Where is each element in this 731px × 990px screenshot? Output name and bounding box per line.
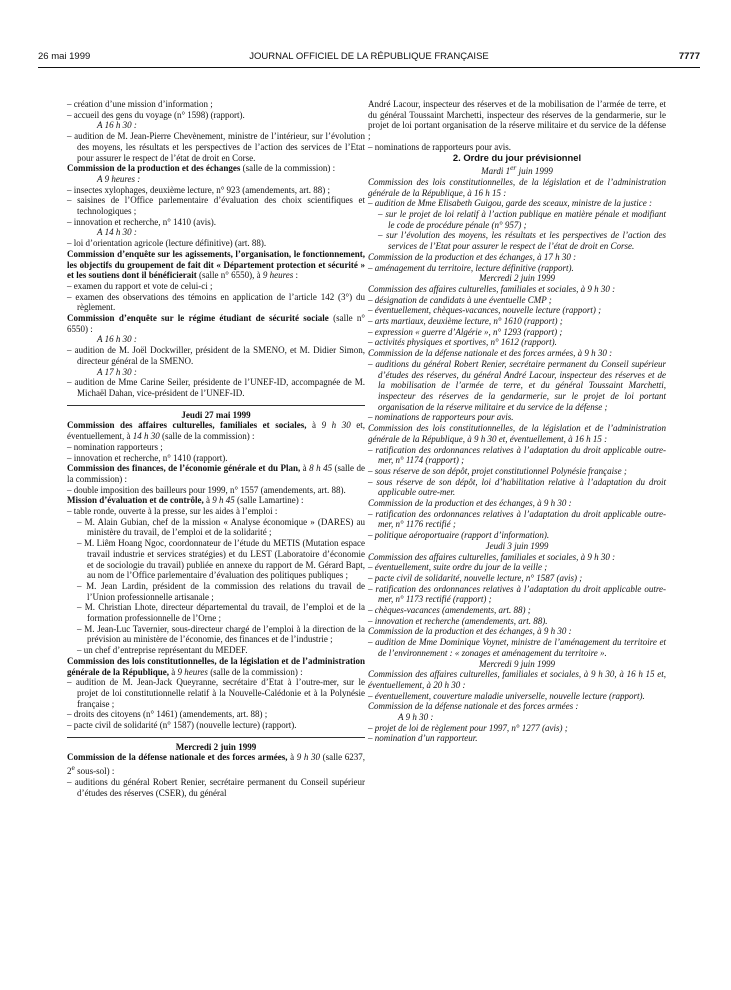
agenda-item: – auditions du général Robert Renier, secrétaire permanent du Conseil supérieur d’études des réserves (CSER), du général [67, 776, 365, 798]
section-divider [67, 405, 365, 406]
committee-heading: André Lacour, inspecteur des réserves et de la mobilisation de l’armée de terre, et du général Toussaint Marchetti, inspecteur des réserves de la gendarmerie, sur le projet de loi portant organisation de la réserve militaire et du service de la défense ; [368, 99, 666, 142]
agenda-item: – M. Liêm Hoang Ngoc, coordonnateur de l’étude du METIS (Mutation espace travail industrie et services stratégies) et du LEST (Laboratoire d’économie et de sociologie du travail) publiée en annexe du rapport de M. Gérard Bapt, au nom de l’Office parlementaire d’évaluation des politiques publiques ; [77, 538, 365, 581]
time-label: A 16 h 30 : [97, 334, 137, 345]
time-label: A 17 h 30 : [97, 366, 137, 377]
committee-heading: Commission des lois constitutionnelles, de la législation et de l’administration générale de la République, à 9 h 30 et, éventuellement, à 16 h 15 : [368, 423, 666, 444]
section-heading: Jeudi 27 mai 1999 [181, 409, 251, 420]
agenda-item: – création d’une mission d’information ; [67, 99, 213, 109]
agenda-item: – M. Christian Lhote, directeur départemental du travail, de l’emploi et de la formation professionnelle de l’Orne ; [77, 602, 365, 624]
committee-heading: Commission des affaires culturelles, familiales et sociales, à 9 h 30 : [368, 283, 616, 294]
agenda-item: – examen des observations des témoins en application de l’article 142 (3°) du règlement. [67, 291, 365, 313]
agenda-item: – innovation et recherche, n° 1410 (rapport). [67, 452, 228, 463]
header-journal-title: JOURNAL OFFICIEL DE LA RÉPUBLIQUE FRANÇAISE [249, 51, 489, 62]
right-column [368, 99, 666, 744]
committee-heading: Commission de la défense nationale et des forces armées, à 9 h 30 (salle 6237, 2e sous-sol) : [67, 752, 365, 777]
section-heading: 2. Ordre du jour prévisionnel [452, 151, 582, 163]
agenda-item: – arts martiaux, deuxième lecture, n° 1610 (rapport) ; [368, 316, 563, 327]
left-column [67, 99, 365, 798]
agenda-item: – aménagement du territoire, lecture définitive (rapport). [368, 262, 574, 273]
section-heading: Mercredi 2 juin 1999 [478, 273, 556, 284]
agenda-item: – activités physiques et sportives, n° 1612 (rapport). [368, 337, 557, 348]
agenda-item: – innovation et recherche (amendements, art. 88). [368, 615, 548, 626]
agenda-item: – audition de Mme Dominique Voynet, ministre de l’aménagement du territoire et de l’environnement : « zonages et aménagement du territoire ». [368, 637, 666, 658]
header-rule [38, 67, 700, 68]
agenda-item: – désignation de candidats à une éventuelle CMP ; [368, 294, 552, 305]
committee-heading: Commission des finances, de l’économie générale et du Plan, à 8 h 45 (salle de la commission) : [67, 463, 366, 484]
agenda-item: – table ronde, ouverte à la presse, sur les aides à l’emploi : [67, 506, 278, 517]
committee-heading: Commission de la production et des échanges, à 17 h 30 : [368, 251, 577, 262]
agenda-item: – sur le projet de loi relatif à l’action publique en matière pénale et modifiant le code de procédure pénale (n° 957) ; [378, 209, 666, 230]
section-heading: Jeudi 3 juin 1999 [485, 540, 549, 551]
agenda-item: – pacte civil de solidarité, nouvelle lecture, n° 1587 (avis) ; [368, 572, 583, 583]
agenda-item: – ratification des ordonnances relatives à l’adaptation du droit applicable outre-mer, n° 1173 rectifié (rapport) ; [368, 583, 666, 605]
agenda-item: – nomination rapporteurs ; [67, 441, 163, 452]
committee-heading: Commission d’enquête sur les agissements, l’organisation, le fonctionnement, les objectifs du groupement de fait dit « Département protection et sécurité » et les soutiens dont il bénéficierait (salle n° 6550), à 9 heures : [67, 248, 365, 281]
agenda-item: – pacte civil de solidarité (n° 1587) (nouvelle lecture) (rapport). [67, 720, 297, 731]
committee-heading: Commission de la défense nationale et des forces armées, à 9 h 30 : [368, 348, 613, 359]
agenda-item: – ratification des ordonnances relatives à l’adaptation du droit applicable outre-mer, n° 1176 rectifié ; [368, 508, 666, 530]
agenda-item: – projet de loi de règlement pour 1997, n° 1277 (avis) ; [368, 722, 568, 733]
section-heading: Mardi 1er juin 1999 [481, 163, 553, 177]
agenda-item: – accueil des gens du voyage (n° 1598) (rapport). [67, 109, 245, 120]
agenda-item: – innovation et recherche, n° 1410 (avis). [67, 216, 217, 227]
agenda-item: – double imposition des bailleurs pour 1999, n° 1557 (amendements, art. 88). [67, 484, 346, 495]
agenda-item: – nominations de rapporteurs pour avis. [368, 141, 511, 152]
agenda-item: – éventuellement, couverture maladie universelle, nouvelle lecture (rapport). [368, 690, 645, 701]
header-page-number: 7777 [678, 51, 700, 62]
agenda-item: – éventuellement, suite ordre du jour de la veille ; [368, 562, 548, 573]
time-label: A 9 h 30 : [398, 712, 434, 723]
agenda-item: – saisines de l’Office parlementaire d’évaluation des choix scientifiques et technologiques ; [67, 195, 365, 217]
agenda-item: – expression « guerre d’Algérie », n° 1293 (rapport) ; [368, 326, 563, 337]
agenda-item: – audition de Mme Elisabeth Guigou, garde des sceaux, ministre de la justice : [368, 198, 653, 209]
committee-heading: Commission des affaires culturelles, familiales et sociales, à 9 h 30 et, éventuellement, à 14 h 30 (salle de la commission) : [67, 420, 366, 442]
agenda-item: – droits des citoyens (n° 1461) (amendements, art. 88) ; [67, 709, 268, 720]
agenda-item: – ratification des ordonnances relatives à l’adaptation du droit applicable outre-mer, n° 1174 (rapport) ; [368, 444, 666, 466]
agenda-item: – audition de M. Joël Dockwiller, président de la SMENO, et M. Didier Simon, directeur général de la SMENO. [67, 345, 365, 366]
agenda-item: – audition de M. Jean-Jack Queyranne, secrétaire d’Etat à l’outre-mer, sur le projet de loi constitutionnelle relatif à la Nouvelle-Calédonie et à la Polynésie française ; [67, 677, 365, 709]
committee-heading: Mission d’évaluation et de contrôle, à 9 h 45 (salle Lamartine) : [67, 495, 304, 506]
committee-heading: Commission de la production et des échanges (salle de la commission) : [67, 163, 336, 174]
committee-heading: Commission d’enquête sur le régime étudiant de sécurité sociale (salle n° 6550) : [67, 313, 365, 334]
agenda-item: – sous réserve de son dépôt, loi d’habilitation relative à l’adaptation du droit applicable outre-mer. [368, 476, 666, 498]
section-heading: Mercredi 2 juin 1999 [175, 741, 257, 752]
agenda-item: – audition de Mme Carine Seiler, présidente de l’UNEF-ID, accompagnée de M. Michaël Dahan, vice-président de l’UNEF-ID. [67, 377, 365, 398]
agenda-item: – M. Alain Gubian, chef de la mission « Analyse économique » (DARES) au ministère du travail, de l’emploi et de la solidarité ; [77, 516, 365, 538]
committee-heading: Commission de la production et des échanges, à 9 h 30 : [368, 626, 572, 637]
agenda-item: – M. Jean Lardin, président de la commission des relations du travail de l’Union professionnelle artisanale ; [77, 580, 365, 602]
agenda-item: – auditions du général Robert Renier, secrétaire permanent du Conseil supérieur d’études des réserves, du général André Lacour, inspecteur des réserves et de la mobilisation de l’armée de terre, et du général Toussaint Marchetti, inspecteur des réserves de la gendarmerie, sur le projet de loi portant organisation de la réserve militaire et du service de la défense ; [368, 358, 666, 412]
committee-heading: Commission de la défense nationale et des forces armées : [368, 701, 579, 712]
agenda-item: – sous réserve de son dépôt, projet constitutionnel Polynésie française ; [368, 465, 627, 476]
section-divider [67, 737, 365, 738]
committee-heading: Commission de la production et des échanges, à 9 h 30 : [368, 498, 572, 509]
agenda-item: – nomination d’un rapporteur. [368, 733, 478, 744]
agenda-item: – loi d’orientation agricole (lecture définitive) (art. 88). [67, 238, 267, 249]
page-header [38, 49, 700, 67]
agenda-item: – nominations de rapporteurs pour avis. [368, 412, 514, 423]
committee-heading: Commission des affaires culturelles, familiales et sociales, à 9 h 30, à 16 h 15 et, éventuellement, à 20 h 30 : [368, 669, 666, 690]
time-label: A 16 h 30 : [97, 120, 137, 131]
agenda-item: – examen du rapport et vote de celui-ci ; [67, 280, 213, 291]
agenda-item: – sur l’évolution des moyens, les résultats et les perspectives de l’action des services de l’Etat pour assurer le respect de l’état de droit en Corse. [378, 230, 666, 252]
committee-heading: Commission des affaires culturelles, familiales et sociales, à 9 h 30 : [368, 551, 616, 562]
agenda-item: – audition de M. Jean-Pierre Chevènement, ministre de l’intérieur, sur l’évolution des moyens, les résultats et les perspectives de l’action des services de l’Etat pour assurer le respect de l’état de droit en Corse. [67, 131, 365, 163]
agenda-item: – éventuellement, chèques-vacances, nouvelle lecture (rapport) ; [368, 305, 602, 316]
section-heading: Mercredi 9 juin 1999 [478, 658, 556, 669]
agenda-item: – M. Jean-Luc Tavernier, sous-directeur chargé de l’emploi à la direction de la prévision au ministère de l’économie, des finances et de l’industrie ; [77, 623, 365, 645]
agenda-item: – insectes xylophages, deuxième lecture, n° 923 (amendements, art. 88) ; [67, 184, 331, 195]
header-date: 26 mai 1999 [38, 51, 91, 62]
time-label: A 9 heures : [97, 173, 141, 184]
committee-heading: Commission des lois constitutionnelles, de la législation et de l’administration générale de la République, à 9 heures (salle de la commission) : [67, 655, 365, 677]
time-label: A 14 h 30 : [97, 227, 137, 238]
agenda-item: – politique aéroportuaire (rapport d’information). [368, 530, 550, 541]
agenda-item: – un chef d’entreprise représentant du MEDEF. [77, 645, 248, 656]
committee-heading: Commission des lois constitutionnelles, de la législation et de l’administration générale de la République, à 16 h 15 : [368, 176, 666, 198]
agenda-item: – chèques-vacances (amendements, art. 88) ; [368, 605, 531, 616]
